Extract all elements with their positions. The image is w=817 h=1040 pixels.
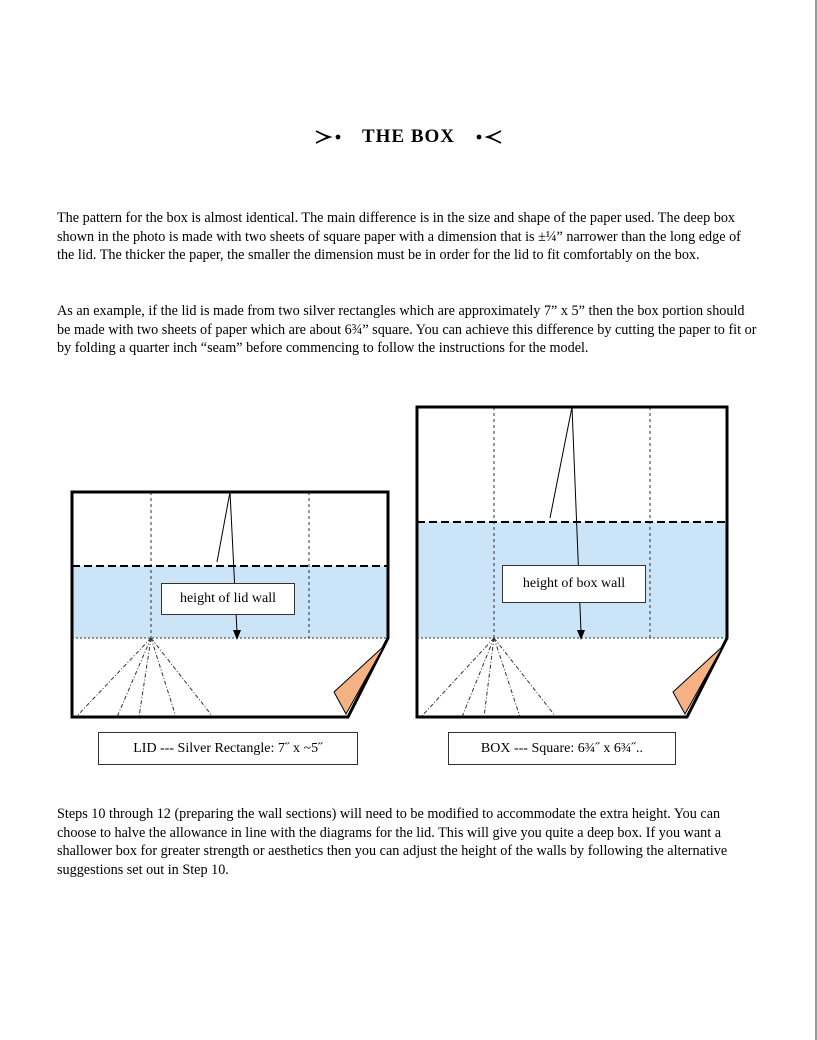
example-paragraph: As an example, if the lid is made from two silver rectangles which are approximately 7” x 5” then the box portion should be made with two sheets of paper which are about 6¾” square. You can achieve this difference by cutting the paper to fit or by folding a quarter inch “seam” before commencing to follow the instructions for the model.: [57, 303, 757, 357]
intro-paragraph: The pattern for the box is almost identical. The main difference is in the size and shape of the paper used. The deep box shown in the photo is made with two sheets of square paper with a dimension that is ±¼” narrower than the long edge of the lid. The thicker the paper, the smaller the dimension must be in order for the lid to fit comfortably on the box.: [57, 210, 741, 264]
lid-pointer-line: [217, 492, 230, 562]
lid-caption: LID --- Silver Rectangle: 7˝ x ~5˝: [98, 732, 358, 765]
steps-paragraph: Steps 10 through 12 (preparing the wall sections) will need to be modified to accommodate the extra height. You can choose to halve the allowance in line with the diagrams for the lid. This will give you quite a deep box. If you want a shallower box for greater strength or aesthetics then you can adjust the height of the walls by following the alternative suggestions set out in Step 10.: [57, 806, 728, 878]
lid-crease-fan: [76, 638, 213, 717]
box-wall-label: height of box wall: [502, 565, 646, 603]
box-corner-fold: [673, 646, 723, 714]
page-title: THE BOX: [361, 126, 456, 147]
lid-wall-label: height of lid wall: [161, 583, 295, 615]
lid-corner-fold: [334, 646, 384, 714]
box-caption: BOX --- Square: 6¾˝ x 6¾˝..: [448, 732, 676, 765]
box-diagram: [417, 407, 727, 717]
box-pointer-line: [550, 407, 572, 518]
box-crease-fan: [421, 638, 556, 717]
